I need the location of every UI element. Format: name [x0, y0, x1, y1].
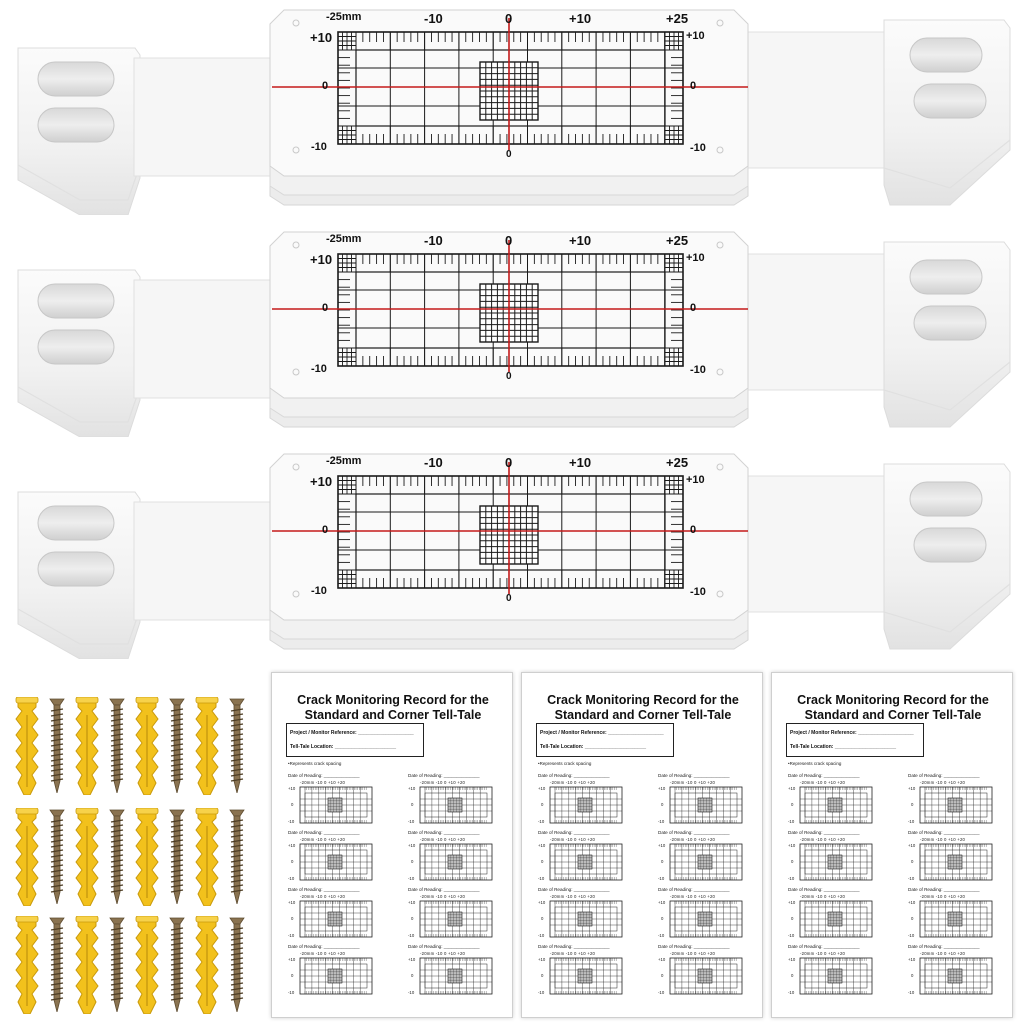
- date-of-reading-label: Date of Reading: ______________: [408, 773, 480, 778]
- scale-label-plus-10: +10: [569, 455, 592, 470]
- sheet-title-line-1: Crack Monitoring Record for the: [297, 693, 489, 707]
- mini-scale-ticks: -20mm -10 0 +10 +20: [670, 894, 716, 899]
- sheet-title: [782, 693, 1004, 723]
- svg-text:-10: -10: [658, 990, 665, 995]
- svg-text:+10: +10: [408, 900, 416, 905]
- svg-text:0: 0: [791, 973, 794, 978]
- reading-entry: [288, 773, 383, 829]
- reading-entry: [908, 773, 1003, 829]
- svg-text:0: 0: [661, 802, 664, 807]
- wall-plug: [192, 697, 222, 800]
- mini-grid: [300, 958, 372, 994]
- svg-text:+10: +10: [788, 957, 796, 962]
- svg-text:+10: +10: [288, 786, 296, 791]
- mini-scale-ticks: -20mm -10 0 +10 +20: [920, 780, 966, 785]
- mini-scale-ticks: -20mm -10 0 +10 +20: [550, 837, 596, 842]
- date-of-reading-label: Date of Reading: ______________: [788, 944, 860, 949]
- crack-spacing-note: •Represents crack spacing: [538, 761, 592, 766]
- gauge-plate: [270, 454, 748, 649]
- mini-scale-ticks: -20mm -10 0 +10 +20: [670, 837, 716, 842]
- svg-text:0: 0: [291, 916, 294, 921]
- wall-plug: [12, 808, 42, 911]
- svg-text:+10: +10: [788, 843, 796, 848]
- reading-entry: [788, 773, 883, 829]
- mini-scale-ticks: -20mm -10 0 +10 +20: [920, 951, 966, 956]
- scale-label-bottom-zero: 0: [506, 593, 512, 604]
- svg-text:-10: -10: [908, 876, 915, 881]
- crack-monitoring-record-sheet-3: [771, 672, 1013, 1018]
- mini-scale-ticks: -20mm -10 0 +10 +20: [420, 894, 466, 899]
- mini-scale-ticks: -20mm -10 0 +10 +20: [420, 951, 466, 956]
- mini-tell-tale-grid: [658, 785, 753, 827]
- side-label-left-plus-10: +10: [310, 252, 333, 267]
- date-of-reading-label: Date of Reading: ______________: [408, 944, 480, 949]
- side-label-right-minus-10: -10: [690, 142, 706, 154]
- reading-entry: [538, 830, 633, 886]
- sheet-title: [282, 693, 504, 723]
- mini-tell-tale-grid: [908, 899, 1003, 941]
- mini-tell-tale-grid: [408, 956, 503, 998]
- date-of-reading-label: Date of Reading: ______________: [288, 773, 360, 778]
- svg-text:0: 0: [291, 859, 294, 864]
- svg-text:0: 0: [661, 859, 664, 864]
- svg-text:-10: -10: [538, 876, 545, 881]
- reading-entry: [658, 830, 753, 886]
- screw: [228, 697, 246, 798]
- mini-grid: [670, 901, 742, 937]
- svg-text:+10: +10: [908, 957, 916, 962]
- side-label-right-minus-10: -10: [690, 364, 706, 376]
- reading-entry: [788, 944, 883, 1000]
- side-label-left-plus-10: +10: [310, 474, 333, 489]
- scale-label-bottom-zero: 0: [506, 149, 512, 160]
- scale-label-plus-10: +10: [569, 233, 592, 248]
- date-of-reading-label: Date of Reading: ______________: [538, 773, 610, 778]
- mini-tell-tale-grid: [788, 956, 883, 998]
- tell-tale-location-label: Tell-Tale Location: ______________________: [540, 744, 647, 750]
- svg-text:0: 0: [291, 973, 294, 978]
- scale-label-plus-25: +25: [666, 11, 689, 26]
- mini-grid: [920, 958, 992, 994]
- svg-text:-10: -10: [538, 819, 545, 824]
- scale-label-minus-25: -25mm: [326, 11, 362, 23]
- screw: [228, 916, 246, 1017]
- date-of-reading-label: Date of Reading: ______________: [788, 830, 860, 835]
- reading-entry: [658, 944, 753, 1000]
- scale-label-plus-10: +10: [569, 11, 592, 26]
- svg-text:0: 0: [541, 973, 544, 978]
- wall-plug: [12, 916, 42, 1019]
- svg-text:0: 0: [661, 973, 664, 978]
- left-bracket: [18, 270, 274, 437]
- project-reference-label: Project / Monitor Reference: ____________________: [540, 730, 664, 736]
- svg-text:0: 0: [541, 802, 544, 807]
- tell-tale-gauge-2: [0, 222, 1024, 437]
- right-bracket: [745, 20, 1010, 205]
- mini-grid: [670, 958, 742, 994]
- sheet-title-line-1: Crack Monitoring Record for the: [797, 693, 989, 707]
- reading-entry: [788, 830, 883, 886]
- mini-tell-tale-grid: [288, 956, 383, 998]
- scale-label-zero: 0: [505, 455, 513, 470]
- mini-tell-tale-grid: [288, 785, 383, 827]
- svg-text:+10: +10: [538, 786, 546, 791]
- date-of-reading-label: Date of Reading: ______________: [288, 887, 360, 892]
- mini-tell-tale-grid: [538, 899, 633, 941]
- svg-text:+10: +10: [288, 957, 296, 962]
- wall-plug: [132, 808, 162, 911]
- reading-entry: [408, 830, 503, 886]
- reference-box: [286, 723, 424, 757]
- svg-text:+10: +10: [288, 843, 296, 848]
- svg-text:0: 0: [791, 802, 794, 807]
- date-of-reading-label: Date of Reading: ______________: [788, 773, 860, 778]
- reading-entry: [908, 944, 1003, 1000]
- date-of-reading-label: Date of Reading: ______________: [908, 944, 980, 949]
- svg-text:+10: +10: [538, 957, 546, 962]
- svg-text:-10: -10: [788, 933, 795, 938]
- svg-text:+10: +10: [908, 843, 916, 848]
- crack-spacing-note: •Represents crack spacing: [788, 761, 842, 766]
- side-label-left-minus-10: -10: [311, 363, 327, 375]
- screw: [48, 808, 66, 909]
- svg-text:-10: -10: [908, 933, 915, 938]
- scale-label-zero: 0: [505, 11, 513, 26]
- wall-plug: [192, 808, 222, 911]
- wall-plug: [132, 697, 162, 800]
- sheet-title-line-1: Crack Monitoring Record for the: [547, 693, 739, 707]
- svg-text:-10: -10: [658, 876, 665, 881]
- reading-entry: [408, 773, 503, 829]
- date-of-reading-label: Date of Reading: ______________: [788, 887, 860, 892]
- svg-text:-10: -10: [408, 819, 415, 824]
- mini-tell-tale-grid: [788, 842, 883, 884]
- mini-scale-ticks: -20mm -10 0 +10 +20: [550, 780, 596, 785]
- mini-grid: [800, 901, 872, 937]
- mini-grid: [670, 787, 742, 823]
- wall-plug: [72, 808, 102, 911]
- reading-entry: [538, 944, 633, 1000]
- scale-label-minus-10: -10: [424, 455, 443, 470]
- sheet-title-line-2: Standard and Corner Tell-Tale: [804, 708, 982, 722]
- svg-text:-10: -10: [538, 990, 545, 995]
- screw: [228, 808, 246, 909]
- mini-scale-ticks: -20mm -10 0 +10 +20: [420, 837, 466, 842]
- side-label-left-minus-10: -10: [311, 585, 327, 597]
- mini-tell-tale-grid: [908, 956, 1003, 998]
- sheet-title-line-2: Standard and Corner Tell-Tale: [304, 708, 482, 722]
- tell-tale-location-label: Tell-Tale Location: ______________________: [790, 744, 897, 750]
- reading-entry: [658, 887, 753, 943]
- left-bracket: [18, 492, 274, 659]
- svg-text:0: 0: [541, 916, 544, 921]
- svg-text:+10: +10: [658, 843, 666, 848]
- crack-spacing-note: •Represents crack spacing: [288, 761, 342, 766]
- reading-entry: [288, 887, 383, 943]
- mini-scale-ticks: -20mm -10 0 +10 +20: [550, 894, 596, 899]
- mini-scale-ticks: -20mm -10 0 +10 +20: [670, 780, 716, 785]
- mini-tell-tale-grid: [538, 785, 633, 827]
- mini-grid: [920, 844, 992, 880]
- gauge-body: [0, 222, 1024, 437]
- svg-text:+10: +10: [408, 786, 416, 791]
- reading-entry: [788, 887, 883, 943]
- scale-label-minus-10: -10: [424, 233, 443, 248]
- wall-plug: [192, 916, 222, 1019]
- mini-tell-tale-grid: [658, 956, 753, 998]
- svg-text:0: 0: [791, 916, 794, 921]
- tell-tale-gauge-1: [0, 0, 1024, 215]
- scale-label-bottom-zero: 0: [506, 371, 512, 382]
- svg-text:-10: -10: [288, 819, 295, 824]
- mini-tell-tale-grid: [658, 899, 753, 941]
- svg-text:-10: -10: [408, 933, 415, 938]
- mini-tell-tale-grid: [408, 842, 503, 884]
- mini-tell-tale-grid: [908, 785, 1003, 827]
- mini-scale-ticks: -20mm -10 0 +10 +20: [800, 837, 846, 842]
- svg-text:+10: +10: [658, 957, 666, 962]
- mini-tell-tale-grid: [288, 842, 383, 884]
- mini-grid: [420, 844, 492, 880]
- side-label-right-plus-10: +10: [686, 30, 705, 42]
- svg-text:0: 0: [911, 916, 914, 921]
- gauge-body: [0, 444, 1024, 659]
- screw: [48, 697, 66, 798]
- date-of-reading-label: Date of Reading: ______________: [908, 773, 980, 778]
- scale-label-minus-25: -25mm: [326, 233, 362, 245]
- svg-text:-10: -10: [788, 876, 795, 881]
- mini-grid: [420, 958, 492, 994]
- gauge-plate: [270, 10, 748, 205]
- mini-grid: [550, 901, 622, 937]
- date-of-reading-label: Date of Reading: ______________: [408, 887, 480, 892]
- date-of-reading-label: Date of Reading: ______________: [288, 830, 360, 835]
- reading-entry: [288, 944, 383, 1000]
- project-reference-label: Project / Monitor Reference: ____________________: [290, 730, 414, 736]
- mini-tell-tale-grid: [538, 956, 633, 998]
- mini-grid: [800, 787, 872, 823]
- mini-grid: [670, 844, 742, 880]
- gauge-body: [0, 0, 1024, 215]
- mini-grid: [800, 844, 872, 880]
- mini-scale-ticks: -20mm -10 0 +10 +20: [300, 951, 346, 956]
- reading-entry: [538, 887, 633, 943]
- sheet-title-line-2: Standard and Corner Tell-Tale: [554, 708, 732, 722]
- side-label-right-plus-10: +10: [686, 474, 705, 486]
- mini-grid: [920, 787, 992, 823]
- mini-tell-tale-grid: [408, 785, 503, 827]
- date-of-reading-label: Date of Reading: ______________: [908, 830, 980, 835]
- svg-text:+10: +10: [408, 843, 416, 848]
- date-of-reading-label: Date of Reading: ______________: [538, 887, 610, 892]
- svg-text:0: 0: [411, 802, 414, 807]
- svg-text:0: 0: [291, 802, 294, 807]
- mini-scale-ticks: -20mm -10 0 +10 +20: [800, 894, 846, 899]
- svg-text:0: 0: [541, 859, 544, 864]
- date-of-reading-label: Date of Reading: ______________: [658, 887, 730, 892]
- date-of-reading-label: Date of Reading: ______________: [538, 944, 610, 949]
- svg-text:-10: -10: [788, 990, 795, 995]
- date-of-reading-label: Date of Reading: ______________: [908, 887, 980, 892]
- mini-grid: [550, 958, 622, 994]
- mini-grid: [420, 787, 492, 823]
- mini-grid: [550, 844, 622, 880]
- reading-entry: [658, 773, 753, 829]
- svg-text:+10: +10: [538, 900, 546, 905]
- mini-tell-tale-grid: [538, 842, 633, 884]
- svg-text:-10: -10: [788, 819, 795, 824]
- mini-scale-ticks: -20mm -10 0 +10 +20: [550, 951, 596, 956]
- svg-text:+10: +10: [658, 900, 666, 905]
- scale-label-plus-25: +25: [666, 233, 689, 248]
- sheet-title: [532, 693, 754, 723]
- reading-entry: [408, 887, 503, 943]
- wall-plug: [72, 916, 102, 1019]
- mini-tell-tale-grid: [788, 785, 883, 827]
- svg-text:+10: +10: [658, 786, 666, 791]
- svg-text:+10: +10: [788, 786, 796, 791]
- mini-scale-ticks: -20mm -10 0 +10 +20: [300, 894, 346, 899]
- reading-entry: [908, 830, 1003, 886]
- svg-text:+10: +10: [288, 900, 296, 905]
- mini-scale-ticks: -20mm -10 0 +10 +20: [920, 894, 966, 899]
- reference-box: [786, 723, 924, 757]
- screw: [108, 697, 126, 798]
- date-of-reading-label: Date of Reading: ______________: [288, 944, 360, 949]
- screw: [168, 697, 186, 798]
- svg-text:0: 0: [791, 859, 794, 864]
- mini-scale-ticks: -20mm -10 0 +10 +20: [800, 951, 846, 956]
- svg-text:-10: -10: [658, 819, 665, 824]
- project-reference-label: Project / Monitor Reference: ____________________: [790, 730, 914, 736]
- date-of-reading-label: Date of Reading: ______________: [658, 944, 730, 949]
- svg-text:0: 0: [411, 916, 414, 921]
- wall-plug: [12, 697, 42, 800]
- side-label-right-zero: 0: [690, 302, 697, 314]
- svg-text:+10: +10: [538, 843, 546, 848]
- side-label-left-zero: 0: [322, 302, 329, 314]
- svg-text:-10: -10: [908, 819, 915, 824]
- wall-plug: [72, 697, 102, 800]
- svg-text:+10: +10: [908, 786, 916, 791]
- mini-scale-ticks: -20mm -10 0 +10 +20: [420, 780, 466, 785]
- svg-text:0: 0: [911, 802, 914, 807]
- scale-label-zero: 0: [505, 233, 513, 248]
- crack-monitoring-record-sheet-1: [271, 672, 513, 1018]
- side-label-left-zero: 0: [322, 524, 329, 536]
- mini-tell-tale-grid: [788, 899, 883, 941]
- mini-scale-ticks: -20mm -10 0 +10 +20: [300, 780, 346, 785]
- svg-text:-10: -10: [288, 933, 295, 938]
- screw: [48, 916, 66, 1017]
- svg-text:0: 0: [911, 973, 914, 978]
- svg-text:-10: -10: [288, 990, 295, 995]
- mini-grid: [920, 901, 992, 937]
- crack-monitoring-record-sheet-2: [521, 672, 763, 1018]
- svg-text:+10: +10: [788, 900, 796, 905]
- left-bracket: [18, 48, 274, 215]
- screw: [108, 916, 126, 1017]
- mini-grid: [800, 958, 872, 994]
- date-of-reading-label: Date of Reading: ______________: [538, 830, 610, 835]
- svg-text:+10: +10: [408, 957, 416, 962]
- mini-scale-ticks: -20mm -10 0 +10 +20: [670, 951, 716, 956]
- reading-entry: [408, 944, 503, 1000]
- reference-box: [536, 723, 674, 757]
- tell-tale-location-label: Tell-Tale Location: ______________________: [290, 744, 397, 750]
- mini-grid: [420, 901, 492, 937]
- side-label-right-minus-10: -10: [690, 586, 706, 598]
- side-label-left-plus-10: +10: [310, 30, 333, 45]
- scale-label-plus-25: +25: [666, 455, 689, 470]
- mini-grid: [300, 901, 372, 937]
- date-of-reading-label: Date of Reading: ______________: [408, 830, 480, 835]
- mini-scale-ticks: -20mm -10 0 +10 +20: [300, 837, 346, 842]
- svg-text:0: 0: [911, 859, 914, 864]
- screw: [168, 808, 186, 909]
- reading-entry: [538, 773, 633, 829]
- mini-scale-ticks: -20mm -10 0 +10 +20: [920, 837, 966, 842]
- svg-text:0: 0: [411, 973, 414, 978]
- right-bracket: [745, 242, 1010, 427]
- side-label-right-zero: 0: [690, 524, 697, 536]
- svg-text:0: 0: [661, 916, 664, 921]
- screw: [108, 808, 126, 909]
- mini-grid: [550, 787, 622, 823]
- svg-text:0: 0: [411, 859, 414, 864]
- date-of-reading-label: Date of Reading: ______________: [658, 773, 730, 778]
- scale-label-minus-10: -10: [424, 11, 443, 26]
- svg-text:-10: -10: [408, 876, 415, 881]
- wall-plug: [132, 916, 162, 1019]
- svg-text:+10: +10: [908, 900, 916, 905]
- mini-grid: [300, 844, 372, 880]
- svg-text:-10: -10: [658, 933, 665, 938]
- reading-entry: [288, 830, 383, 886]
- mini-scale-ticks: -20mm -10 0 +10 +20: [800, 780, 846, 785]
- mini-tell-tale-grid: [288, 899, 383, 941]
- reading-entry: [908, 887, 1003, 943]
- mini-tell-tale-grid: [408, 899, 503, 941]
- gauge-plate: [270, 232, 748, 427]
- svg-text:-10: -10: [908, 990, 915, 995]
- mini-grid: [300, 787, 372, 823]
- scale-label-minus-25: -25mm: [326, 455, 362, 467]
- mini-tell-tale-grid: [658, 842, 753, 884]
- svg-text:-10: -10: [408, 990, 415, 995]
- tell-tale-gauge-3: [0, 444, 1024, 659]
- side-label-right-plus-10: +10: [686, 252, 705, 264]
- screw: [168, 916, 186, 1017]
- mini-tell-tale-grid: [908, 842, 1003, 884]
- side-label-left-zero: 0: [322, 80, 329, 92]
- side-label-right-zero: 0: [690, 80, 697, 92]
- date-of-reading-label: Date of Reading: ______________: [658, 830, 730, 835]
- right-bracket: [745, 464, 1010, 649]
- side-label-left-minus-10: -10: [311, 141, 327, 153]
- svg-text:-10: -10: [288, 876, 295, 881]
- svg-text:-10: -10: [538, 933, 545, 938]
